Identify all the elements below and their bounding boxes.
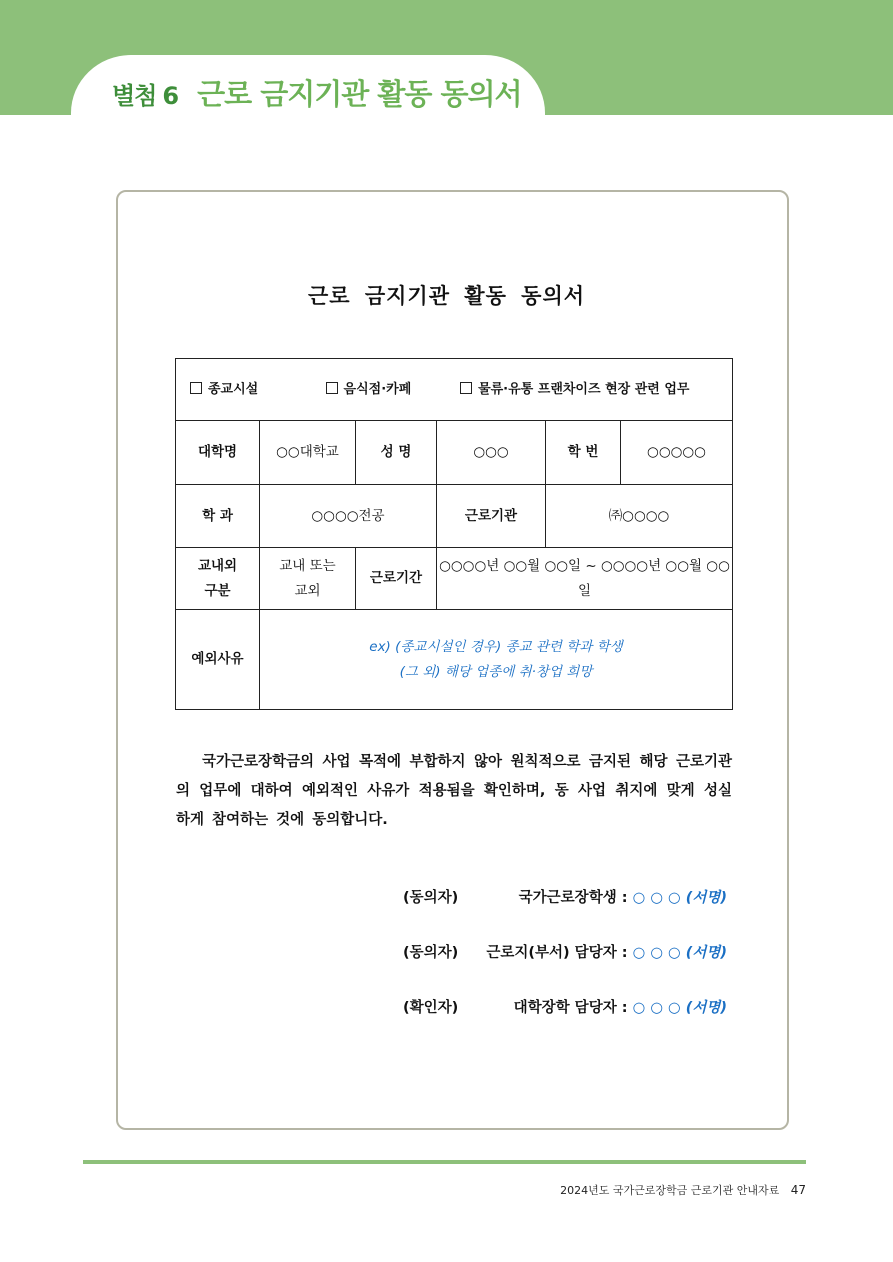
department-value[interactable]: ○○○○전공	[260, 485, 437, 548]
form-title: 근로 금지기관 활동 동의서	[307, 284, 586, 308]
signature-label: 근로지(부서) 담당자 :	[486, 945, 628, 961]
footer	[560, 1182, 806, 1198]
signature-role: (동의자)	[403, 945, 459, 961]
signature-row-workplace	[395, 941, 735, 965]
page-number: 47	[790, 1183, 806, 1197]
table-row	[176, 610, 733, 710]
signature-row-student	[395, 886, 735, 910]
info-table	[175, 358, 733, 710]
table-row	[176, 485, 733, 548]
signature-role: (확인자)	[403, 1000, 459, 1016]
workplace-label: 근로기관	[437, 485, 546, 548]
annex-label: 별첨	[112, 82, 157, 110]
annex-number: 6	[162, 82, 180, 110]
annex-header	[112, 72, 522, 112]
campus-label: 교내외 구분	[176, 548, 260, 610]
signature-label: 대학장학 담당자 :	[513, 1000, 628, 1016]
consent-text: 국가근로장학금의 사업 목적에 부합하지 않아 원칙적으로 금지된 해당 근로기관의 업무에 대하여 예외적인 사유가 적용됨을 확인하며, 동 사업 취지에 맞게 성실하게 참여하는 것에 동의합니다.	[176, 754, 732, 828]
category-row	[176, 359, 733, 421]
category-checkboxes	[176, 359, 733, 421]
checkbox-religious[interactable]: 종교시설	[190, 377, 321, 402]
checkbox-icon[interactable]	[190, 382, 202, 394]
period-label: 근로기간	[356, 548, 437, 610]
reason-example-2: (그 외) 해당 업종에 취·창업 희망	[399, 663, 593, 680]
annex-title: 근로 금지기관 활동 동의서	[197, 77, 522, 111]
checkbox-logistics[interactable]: 물류·유통 프랜차이즈 현장 관련 업무	[460, 377, 689, 402]
period-value[interactable]: ○○○○년 ○○월 ○○일 ~ ○○○○년 ○○월 ○○일	[437, 548, 733, 610]
checkbox-icon[interactable]	[460, 382, 472, 394]
campus-value[interactable]: 교내 또는 교외	[260, 548, 356, 610]
signature-field[interactable]: ○ ○ ○ (서명)	[632, 945, 727, 961]
name-label: 성 명	[356, 421, 437, 485]
name-value[interactable]: ○○○	[437, 421, 546, 485]
reason-example-1: ex) (종교시설인 경우) 종교 관련 학과 학생	[369, 638, 623, 655]
signature-field[interactable]: ○ ○ ○ (서명)	[632, 890, 727, 906]
table-row	[176, 548, 733, 610]
checkbox-restaurant-cafe[interactable]: 음식점·카페	[326, 377, 456, 402]
university-label: 대학명	[176, 421, 260, 485]
footer-doc-title: 2024년도 국가근로장학금 근로기관 안내자료	[560, 1184, 780, 1197]
signature-label: 국가근로장학생 :	[518, 890, 628, 906]
signature-role: (동의자)	[403, 890, 459, 906]
table-row	[176, 421, 733, 485]
reason-label: 예외사유	[176, 610, 260, 710]
student-id-value[interactable]: ○○○○○	[621, 421, 733, 485]
footer-divider	[83, 1160, 806, 1164]
department-label: 학 과	[176, 485, 260, 548]
checkbox-icon[interactable]	[326, 382, 338, 394]
reason-value[interactable]	[260, 610, 733, 710]
workplace-value[interactable]: ㈜○○○○	[546, 485, 733, 548]
signature-field[interactable]: ○ ○ ○ (서명)	[632, 1000, 727, 1016]
student-id-label: 학 번	[546, 421, 621, 485]
university-value[interactable]: ○○대학교	[260, 421, 356, 485]
signature-row-university	[395, 996, 735, 1020]
